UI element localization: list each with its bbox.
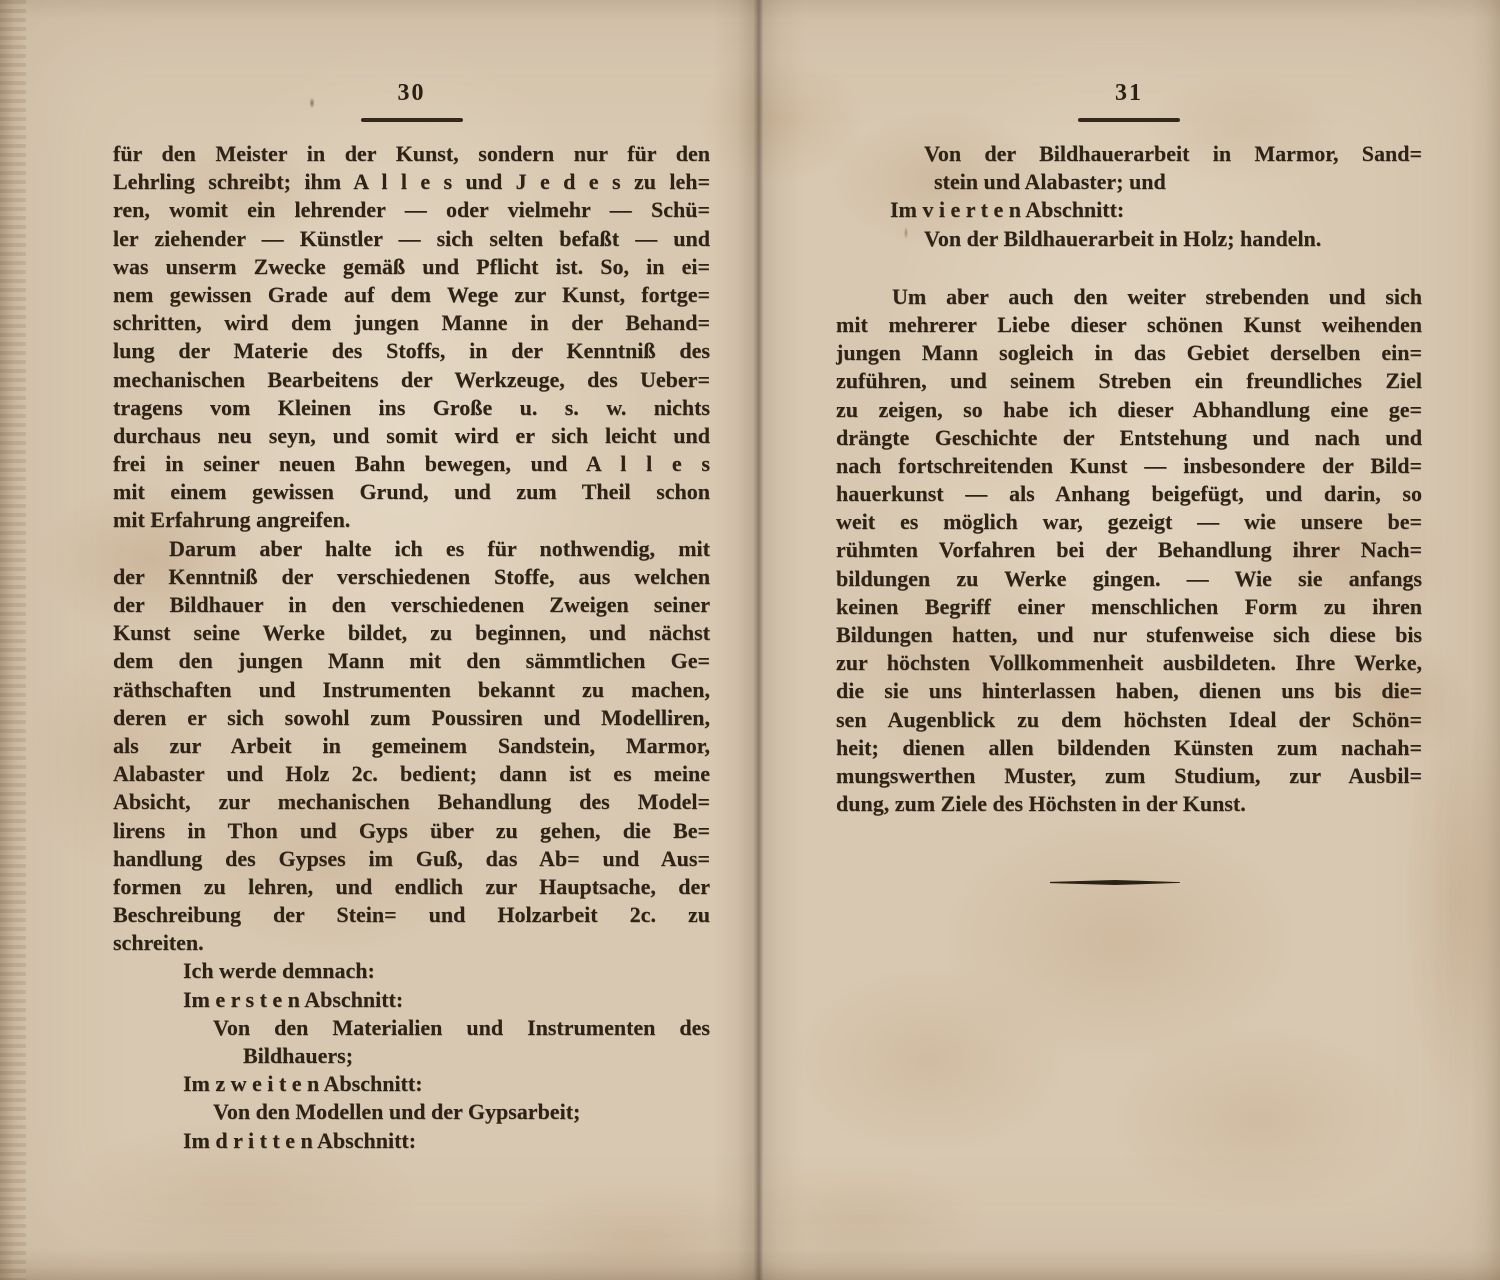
- text-line: die sie uns hinterlassen haben, dienen uns bis die=: [836, 678, 1422, 704]
- text-line: was unserm Zwecke gemäß und Pflicht ist. So, in ei=: [113, 253, 710, 279]
- text-line: jungen Mann sogleich in das Gebiet derselben ein=: [836, 340, 1422, 366]
- text-line: Im e r s t e n Abschnitt:: [183, 986, 404, 1012]
- text-line: Alabaster und Holz 2c. bedient; dann ist es meine: [113, 761, 710, 787]
- text-line: handlung des Gypses im Guß, das Ab= und Aus=: [113, 845, 710, 871]
- text-line: sen Augenblick zu dem höchsten Ideal der Schön=: [836, 706, 1422, 732]
- text-line: stein und Alabaster; und: [934, 169, 1166, 195]
- text-line: hauerkunst — als Anhang beigefügt, und darin, so: [836, 481, 1422, 507]
- text-line: der Bildhauer in den verschiedenen Zweigen seiner: [113, 592, 710, 617]
- text-line: durchaus neu seyn, und somit wird er sich leicht und: [113, 422, 710, 448]
- text-line: schreiten.: [113, 930, 204, 956]
- text-line: Lehrling schreibt; ihm A l l e s und J e d e s zu leh=: [113, 169, 710, 195]
- text-line: Ich werde demnach:: [183, 958, 375, 984]
- text-line: Bildhauers;: [243, 1043, 354, 1068]
- page-block-edge: [0, 0, 26, 1280]
- text-line: als zur Arbeit in gemeinem Sandstein, Marmor,: [113, 732, 710, 758]
- text-line: dem den jungen Mann mit den sämmtlichen Ge=: [113, 648, 710, 674]
- section-divider-rule: [1050, 880, 1180, 885]
- page-31: [836, 0, 1422, 1280]
- text-line: Im v i e r t e n Abschnitt:: [890, 197, 1125, 223]
- text-line: drängte Geschichte der Entstehung und nach und: [836, 424, 1422, 450]
- text-line: Absicht, zur mechanischen Behandlung des Model=: [113, 789, 710, 815]
- text-line: Von den Modellen und der Gypsarbeit;: [213, 1099, 581, 1125]
- text-line: ren, womit ein lehrender — oder vielmehr — Schü=: [113, 197, 710, 223]
- text-line: Kunst seine Werke bildet, zu beginnen, und nächst: [113, 620, 710, 646]
- text-line: mechanischen Bearbeitens der Werkzeuge, des Ueber=: [113, 366, 710, 392]
- text-line: zuführen, und seinem Streben ein freundliches Ziel: [836, 368, 1422, 394]
- text-line: mit Erfahrung angreifen.: [113, 507, 351, 533]
- text-line: dung, zum Ziele des Höchsten in der Kunst.: [836, 791, 1246, 817]
- text-line: mit einem gewissen Grund, und zum Theil schon: [113, 479, 710, 505]
- page-30-text-block: [113, 140, 710, 1155]
- text-line: für den Meister in der Kunst, sondern nur für den: [113, 141, 710, 166]
- text-line: frei in seiner neuen Bahn bewegen, und A l l e s: [113, 451, 710, 477]
- text-line: Von der Bildhauerarbeit in Marmor, Sand=: [924, 141, 1422, 166]
- text-line: zu zeigen, so habe ich dieser Abhandlung eine ge=: [836, 396, 1422, 422]
- text-line: mit mehrerer Liebe dieser schönen Kunst weihenden: [836, 311, 1422, 337]
- text-line: bildungen zu Werke gingen. — Wie sie anfangs: [836, 565, 1422, 591]
- text-line: lirens in Thon und Gyps über zu gehen, die Be=: [113, 817, 710, 843]
- text-line: ler ziehender — Künstler — sich selten befaßt — und: [113, 225, 710, 251]
- text-line: zur höchsten Vollkommenheit ausbildeten. Ihre Werke,: [836, 650, 1422, 676]
- text-line: Beschreibung der Stein= und Holzarbeit 2c. zu: [113, 902, 710, 928]
- text-line: Von der Bildhauerarbeit in Holz; handeln.: [924, 225, 1322, 251]
- text-line: rühmten Vorfahren bei der Behandlung ihrer Nach=: [836, 537, 1422, 563]
- text-line: heit; dienen allen bildenden Künsten zum nachah=: [836, 734, 1422, 760]
- text-line: Von den Materialien und Instrumenten des: [213, 1014, 710, 1040]
- page-number-rule-right: [1078, 118, 1180, 122]
- text-line: Bildungen hatten, und nur stufenweise sich diese bis: [836, 622, 1422, 647]
- text-line: deren er sich sowohl zum Poussiren und Modelliren,: [113, 704, 710, 730]
- text-line: Um aber auch den weiter strebenden und sich: [892, 283, 1422, 309]
- text-line: tragens vom Kleinen ins Große u. s. w. nichts: [113, 394, 710, 420]
- page-30: [113, 0, 710, 1280]
- text-line: schritten, wird dem jungen Manne in der Behand=: [113, 310, 710, 336]
- text-line: weit es möglich war, gezeigt — wie unsere be=: [836, 509, 1422, 535]
- text-line: mungswerthen Muster, zum Studium, zur Ausbil=: [836, 762, 1422, 788]
- text-line: formen zu lehren, und endlich zur Hauptsache, der: [113, 873, 710, 899]
- text-line: nach fortschreitenden Kunst — insbesondere der Bild=: [836, 452, 1422, 478]
- text-line: keinen Begriff einer menschlichen Form zu ihren: [836, 593, 1422, 619]
- text-line: nem gewissen Grade auf dem Wege zur Kunst, fortge=: [113, 281, 710, 307]
- page-number-rule-left: [361, 118, 463, 122]
- text-line: Im d r i t t e n Abschnitt:: [183, 1127, 417, 1153]
- gutter-shadow: [712, 0, 804, 1280]
- text-line: lung der Materie des Stoffs, in der Kenntniß des: [113, 338, 710, 364]
- page-number-right: 31: [1115, 80, 1143, 106]
- page-number-left: 30: [397, 80, 426, 106]
- text-line: räthschaften und Instrumenten bekannt zu machen,: [113, 676, 710, 702]
- page-31-text-block: [836, 140, 1422, 818]
- text-line: Im z w e i t e n Abschnitt:: [183, 1071, 423, 1097]
- text-line: Darum aber halte ich es für nothwendig, mit: [169, 535, 710, 561]
- text-line: der Kenntniß der verschiedenen Stoffe, aus welchen: [113, 563, 710, 589]
